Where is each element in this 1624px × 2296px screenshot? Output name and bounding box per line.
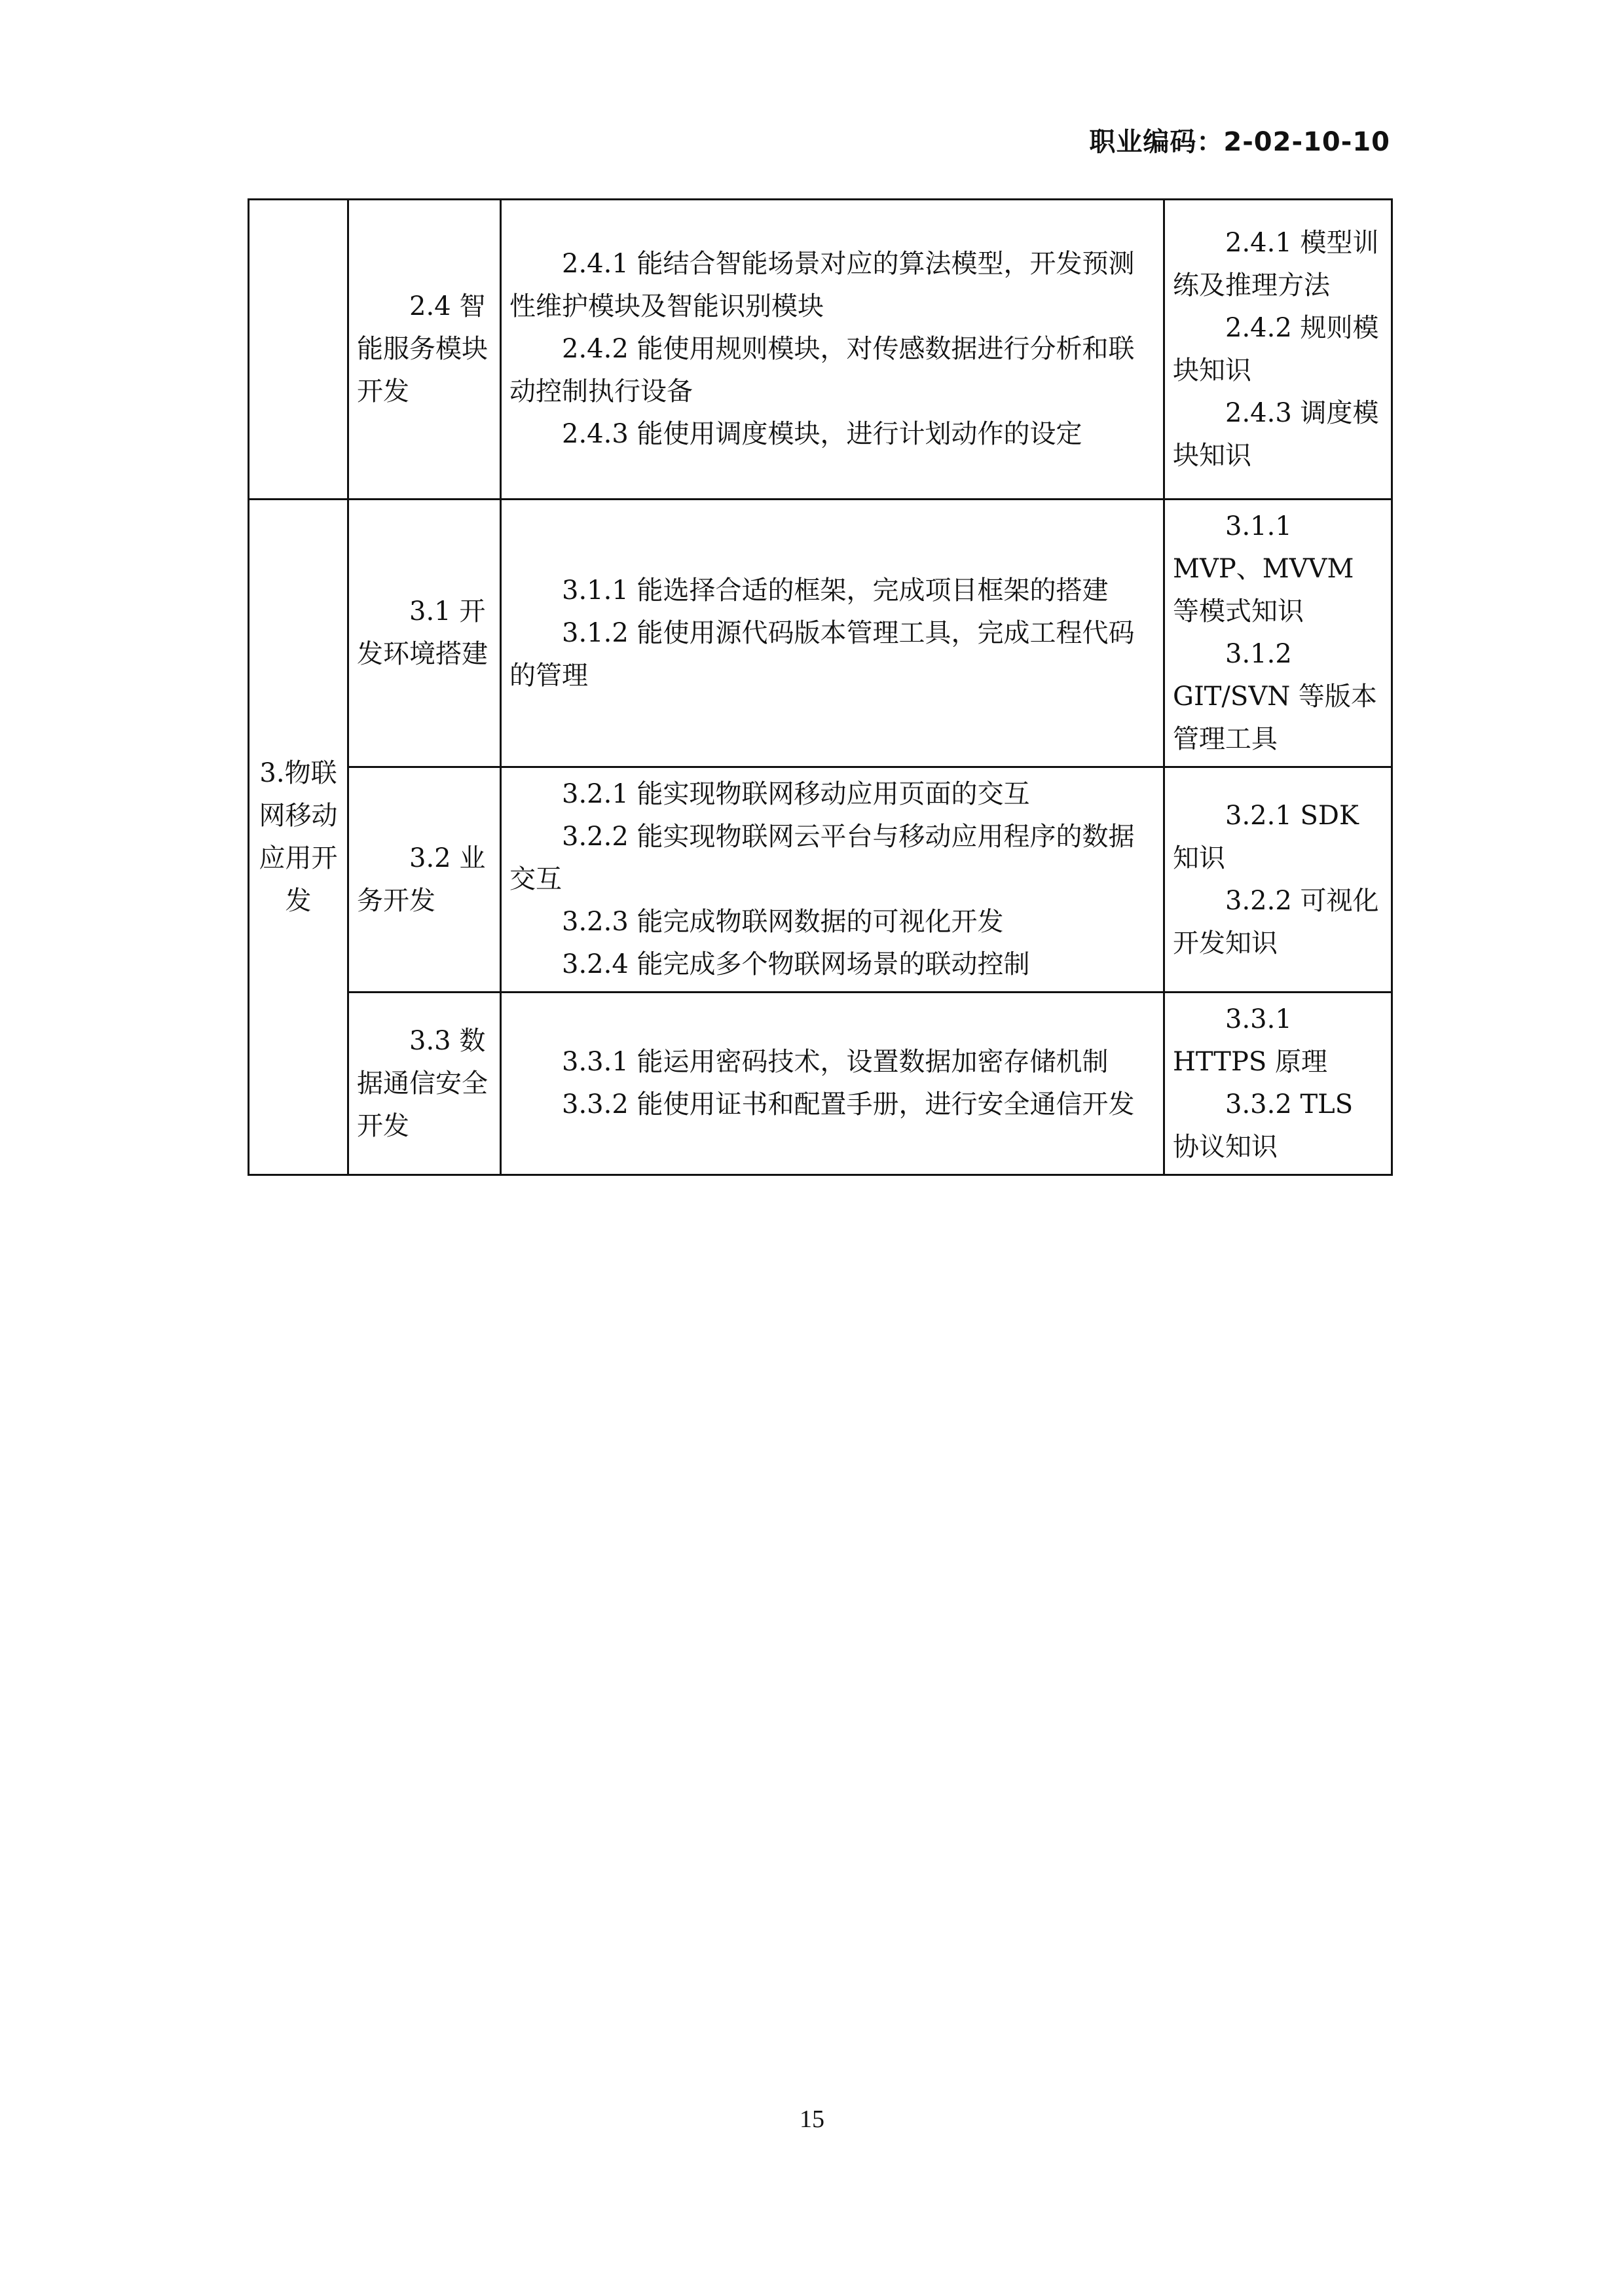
skill-item: 3.1.1 能选择合适的框架，完成项目框架的搭建: [562, 575, 1109, 606]
skill-standard-table: [248, 198, 1393, 1176]
work-content-text: 2.4 智能服务模块开发: [357, 291, 488, 407]
knowledge-item: 2.4.3 调度模块知识: [1173, 397, 1379, 471]
knowledge-item: 3.3.2 TLS 协议知识: [1173, 1089, 1354, 1162]
work-content-text: 3.2 业务开发: [357, 843, 486, 916]
work-content-cell: [348, 500, 501, 767]
work-content-text: 3.3 数据通信安全开发: [357, 1025, 488, 1141]
related-knowledge-cell: [1164, 767, 1392, 993]
work-content-text: 3.1 开发环境搭建: [357, 596, 488, 669]
skill-item: 3.1.2 能使用源代码版本管理工具，完成工程代码的管理: [509, 617, 1135, 691]
skill-requirements-cell: [501, 200, 1164, 500]
skill-item: 3.3.2 能使用证书和配置手册，进行安全通信开发: [562, 1089, 1135, 1120]
table-row: [249, 767, 1392, 993]
function-text: 3.物联网移动应用开发: [259, 757, 338, 916]
work-content-cell: [348, 200, 501, 500]
knowledge-item: 3.3.1 HTTPS 原理: [1173, 1004, 1328, 1077]
work-content-cell: [348, 767, 501, 993]
table-row: [249, 993, 1392, 1175]
skill-item: 2.4.2 能使用规则模块，对传感数据进行分析和联动控制执行设备: [509, 334, 1135, 407]
skill-item: 3.2.4 能完成多个物联网场景的联动控制: [562, 949, 1030, 979]
occupation-code-header: 职业编码：2-02-10-10: [1089, 127, 1390, 157]
related-knowledge-cell: [1164, 200, 1392, 500]
related-knowledge-cell: [1164, 993, 1392, 1175]
skill-requirements-cell: [501, 767, 1164, 993]
knowledge-item: 2.4.1 模型训练及推理方法: [1173, 227, 1379, 301]
skill-item: 2.4.3 能使用调度模块，进行计划动作的设定: [562, 419, 1082, 449]
knowledge-item: 3.1.2 GIT/SVN 等版本管理工具: [1173, 639, 1377, 754]
work-content-cell: [348, 993, 501, 1175]
table-row: [249, 200, 1392, 500]
skill-requirements-cell: [501, 993, 1164, 1175]
related-knowledge-cell: [1164, 500, 1392, 767]
skill-item: 3.3.1 能运用密码技术，设置数据加密存储机制: [562, 1047, 1109, 1077]
function-cell-empty: [249, 200, 348, 500]
skill-item: 2.4.1 能结合智能场景对应的算法模型，开发预测性维护模块及智能识别模块: [509, 249, 1135, 321]
page-number: 15: [800, 2105, 824, 2133]
skill-requirements-cell: [501, 500, 1164, 767]
table-row: [249, 500, 1392, 767]
skill-item: 3.2.1 能实现物联网移动应用页面的交互: [562, 779, 1030, 809]
knowledge-item: 2.4.2 规则模块知识: [1173, 312, 1379, 386]
knowledge-item: 3.2.2 可视化开发知识: [1173, 885, 1379, 958]
skill-item: 3.2.2 能实现物联网云平台与移动应用程序的数据交互: [509, 822, 1135, 894]
knowledge-item: 3.2.1 SDK 知识: [1173, 800, 1359, 873]
function-cell: [249, 500, 348, 1175]
knowledge-item: 3.1.1 MVP、MVVM 等模式知识: [1173, 511, 1354, 627]
skill-item: 3.2.3 能完成物联网数据的可视化开发: [562, 907, 1004, 937]
